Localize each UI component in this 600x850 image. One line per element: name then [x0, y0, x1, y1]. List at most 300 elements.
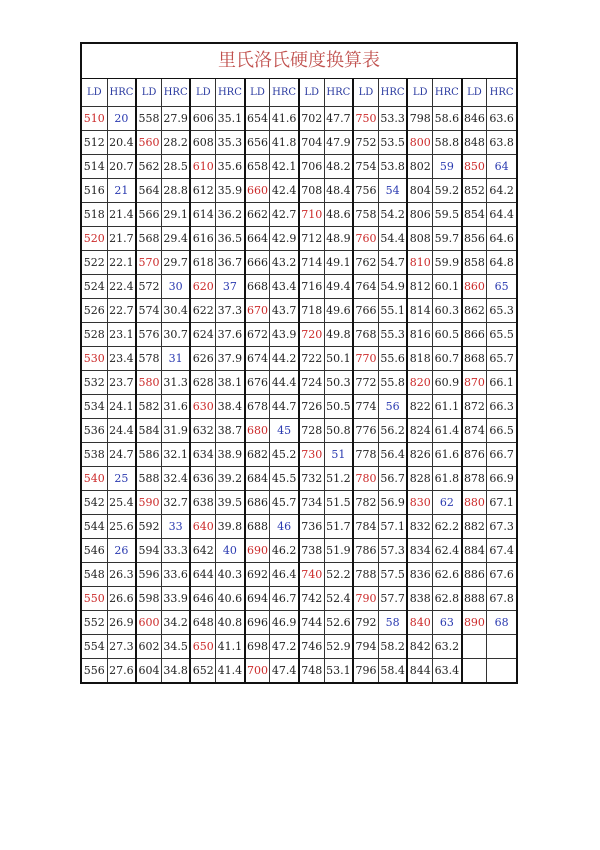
hrc-cell: 26.6 [107, 587, 136, 611]
hrc-cell: 33.3 [161, 539, 190, 563]
hrc-cell: 26.9 [107, 611, 136, 635]
hrc-cell: 41.1 [216, 635, 245, 659]
ld-cell: 746 [299, 635, 324, 659]
ld-cell: 552 [82, 611, 107, 635]
hrc-cell: 37.9 [216, 347, 245, 371]
ld-cell: 604 [136, 659, 161, 683]
ld-cell: 728 [299, 419, 324, 443]
ld-cell: 630 [190, 395, 215, 419]
ld-cell: 884 [462, 539, 487, 563]
ld-cell: 778 [353, 443, 378, 467]
ld-cell: 554 [82, 635, 107, 659]
ld-cell: 832 [407, 515, 432, 539]
hrc-cell: 39.8 [216, 515, 245, 539]
ld-cell: 522 [82, 251, 107, 275]
ld-cell: 570 [136, 251, 161, 275]
table-row [82, 611, 516, 635]
ld-cell: 514 [82, 155, 107, 179]
ld-cell: 616 [190, 227, 215, 251]
ld-cell: 726 [299, 395, 324, 419]
hrc-cell: 40.6 [216, 587, 245, 611]
ld-cell: 826 [407, 443, 432, 467]
hrc-cell: 33 [161, 515, 190, 539]
hrc-cell: 51.2 [324, 467, 353, 491]
ld-cell: 680 [245, 419, 270, 443]
hrc-cell: 25.6 [107, 515, 136, 539]
hrc-cell: 68 [487, 611, 516, 635]
hrc-cell: 57.7 [378, 587, 407, 611]
hrc-cell: 36.2 [216, 203, 245, 227]
hrc-cell: 49.8 [324, 323, 353, 347]
hrc-cell: 22.4 [107, 275, 136, 299]
hrc-cell: 31.6 [161, 395, 190, 419]
hrc-cell: 36.5 [216, 227, 245, 251]
ld-cell: 656 [245, 131, 270, 155]
hrc-cell: 53.1 [324, 659, 353, 683]
hrc-cell: 32.1 [161, 443, 190, 467]
col-header-hrc: HRC [324, 79, 353, 107]
table-row [82, 635, 516, 659]
hrc-cell: 45.5 [270, 467, 299, 491]
ld-cell: 592 [136, 515, 161, 539]
table-row [82, 659, 516, 683]
ld-cell: 796 [353, 659, 378, 683]
hrc-cell: 23.1 [107, 323, 136, 347]
ld-cell: 658 [245, 155, 270, 179]
ld-cell: 640 [190, 515, 215, 539]
ld-cell: 782 [353, 491, 378, 515]
ld-cell: 742 [299, 587, 324, 611]
hrc-cell: 48.6 [324, 203, 353, 227]
ld-cell: 836 [407, 563, 432, 587]
ld-cell: 850 [462, 155, 487, 179]
hrc-cell: 55.6 [378, 347, 407, 371]
hrc-cell: 20 [107, 107, 136, 131]
hrc-cell: 23.7 [107, 371, 136, 395]
hrc-cell: 67.4 [487, 539, 516, 563]
hrc-cell: 61.1 [433, 395, 462, 419]
ld-cell: 882 [462, 515, 487, 539]
ld-cell: 674 [245, 347, 270, 371]
table-row [82, 395, 516, 419]
hrc-cell: 50.8 [324, 419, 353, 443]
hrc-cell: 34.2 [161, 611, 190, 635]
hrc-cell: 60.7 [433, 347, 462, 371]
hrc-cell: 31.9 [161, 419, 190, 443]
ld-cell: 856 [462, 227, 487, 251]
hrc-cell: 48.4 [324, 179, 353, 203]
hrc-cell: 38.7 [216, 419, 245, 443]
ld-cell: 718 [299, 299, 324, 323]
hrc-cell: 27.6 [107, 659, 136, 683]
hrc-cell: 33.9 [161, 587, 190, 611]
ld-cell: 786 [353, 539, 378, 563]
hrc-cell: 65.7 [487, 347, 516, 371]
hrc-cell: 45.7 [270, 491, 299, 515]
hrc-cell: 63.6 [487, 107, 516, 131]
ld-cell: 534 [82, 395, 107, 419]
ld-cell: 820 [407, 371, 432, 395]
ld-cell: 536 [82, 419, 107, 443]
hrc-cell: 47.9 [324, 131, 353, 155]
col-header-ld: LD [353, 79, 378, 107]
hrc-cell: 39.5 [216, 491, 245, 515]
ld-cell: 666 [245, 251, 270, 275]
ld-cell: 708 [299, 179, 324, 203]
ld-cell: 852 [462, 179, 487, 203]
ld-cell: 842 [407, 635, 432, 659]
ld-cell: 688 [245, 515, 270, 539]
table-row [82, 323, 516, 347]
col-header-ld: LD [82, 79, 107, 107]
ld-cell: 768 [353, 323, 378, 347]
hrc-cell: 45 [270, 419, 299, 443]
hrc-cell: 60.9 [433, 371, 462, 395]
hrc-cell: 26.3 [107, 563, 136, 587]
hrc-cell: 59.5 [433, 203, 462, 227]
hrc-cell: 65.3 [487, 299, 516, 323]
hrc-cell: 48.9 [324, 227, 353, 251]
hrc-cell: 66.7 [487, 443, 516, 467]
ld-cell: 802 [407, 155, 432, 179]
hrc-cell: 60.1 [433, 275, 462, 299]
table-row [82, 563, 516, 587]
ld-cell: 694 [245, 587, 270, 611]
ld-cell: 874 [462, 419, 487, 443]
table-row [82, 371, 516, 395]
ld-cell: 848 [462, 131, 487, 155]
hrc-cell: 30.4 [161, 299, 190, 323]
hrc-cell: 55.1 [378, 299, 407, 323]
ld-cell: 744 [299, 611, 324, 635]
hrc-cell: 35.9 [216, 179, 245, 203]
hrc-cell: 54 [378, 179, 407, 203]
hrc-cell: 28.5 [161, 155, 190, 179]
hrc-cell: 61.6 [433, 443, 462, 467]
ld-cell: 770 [353, 347, 378, 371]
ld-cell: 628 [190, 371, 215, 395]
hrc-cell: 27.3 [107, 635, 136, 659]
ld-cell: 512 [82, 131, 107, 155]
col-header-hrc: HRC [270, 79, 299, 107]
hardness-conversion-table [80, 42, 518, 684]
ld-cell: 890 [462, 611, 487, 635]
ld-cell: 878 [462, 467, 487, 491]
ld-cell: 526 [82, 299, 107, 323]
ld-cell: 612 [190, 179, 215, 203]
hrc-cell: 64.2 [487, 179, 516, 203]
hrc-cell: 60.3 [433, 299, 462, 323]
hrc-cell: 47.7 [324, 107, 353, 131]
hrc-cell: 57.5 [378, 563, 407, 587]
hrc-cell: 55.3 [378, 323, 407, 347]
ld-cell: 520 [82, 227, 107, 251]
hrc-cell: 23.4 [107, 347, 136, 371]
ld-cell: 576 [136, 323, 161, 347]
hrc-cell: 65.5 [487, 323, 516, 347]
table-body [82, 107, 516, 683]
hrc-cell: 50.3 [324, 371, 353, 395]
hrc-cell: 66.5 [487, 419, 516, 443]
hrc-cell: 47.2 [270, 635, 299, 659]
hrc-cell: 55.8 [378, 371, 407, 395]
hrc-cell: 44.7 [270, 395, 299, 419]
ld-cell: 648 [190, 611, 215, 635]
col-header-ld: LD [136, 79, 161, 107]
hrc-cell: 56.2 [378, 419, 407, 443]
ld-cell: 546 [82, 539, 107, 563]
hrc-cell: 58.8 [433, 131, 462, 155]
ld-cell: 562 [136, 155, 161, 179]
ld-cell: 736 [299, 515, 324, 539]
table-row [82, 443, 516, 467]
hrc-cell: 38.4 [216, 395, 245, 419]
hrc-cell [487, 659, 516, 683]
hrc-cell: 46.9 [270, 611, 299, 635]
table-row [82, 299, 516, 323]
table-row [82, 419, 516, 443]
ld-cell: 748 [299, 659, 324, 683]
ld-cell: 732 [299, 467, 324, 491]
hrc-cell: 52.9 [324, 635, 353, 659]
hrc-cell: 51 [324, 443, 353, 467]
hrc-cell: 43.7 [270, 299, 299, 323]
ld-cell: 888 [462, 587, 487, 611]
ld-cell: 516 [82, 179, 107, 203]
ld-cell: 880 [462, 491, 487, 515]
hrc-cell: 62.6 [433, 563, 462, 587]
ld-cell: 590 [136, 491, 161, 515]
ld-cell: 602 [136, 635, 161, 659]
hrc-cell: 61.4 [433, 419, 462, 443]
ld-cell: 714 [299, 251, 324, 275]
hrc-cell: 62.2 [433, 515, 462, 539]
ld-cell: 622 [190, 299, 215, 323]
hrc-cell: 32.7 [161, 491, 190, 515]
table-row [82, 131, 516, 155]
ld-cell: 620 [190, 275, 215, 299]
hrc-cell: 54.4 [378, 227, 407, 251]
hrc-cell: 50.5 [324, 395, 353, 419]
hrc-cell: 58.2 [378, 635, 407, 659]
ld-cell: 740 [299, 563, 324, 587]
hrc-cell: 46.2 [270, 539, 299, 563]
hrc-cell: 25 [107, 467, 136, 491]
hrc-cell: 24.1 [107, 395, 136, 419]
hrc-cell: 66.9 [487, 467, 516, 491]
ld-cell: 806 [407, 203, 432, 227]
ld-cell: 862 [462, 299, 487, 323]
col-header-hrc: HRC [433, 79, 462, 107]
hrc-cell: 61.8 [433, 467, 462, 491]
ld-cell: 670 [245, 299, 270, 323]
hrc-cell: 63.4 [433, 659, 462, 683]
hrc-cell: 63 [433, 611, 462, 635]
ld-cell: 632 [190, 419, 215, 443]
hrc-cell: 37.6 [216, 323, 245, 347]
ld-cell: 838 [407, 587, 432, 611]
col-header-hrc: HRC [216, 79, 245, 107]
hrc-cell: 34.5 [161, 635, 190, 659]
ld-cell: 774 [353, 395, 378, 419]
ld-cell: 792 [353, 611, 378, 635]
ld-cell: 678 [245, 395, 270, 419]
ld-cell: 834 [407, 539, 432, 563]
ld-cell: 558 [136, 107, 161, 131]
ld-cell: 702 [299, 107, 324, 131]
hrc-cell: 58.6 [433, 107, 462, 131]
hrc-cell: 38.9 [216, 443, 245, 467]
hrc-cell: 64.6 [487, 227, 516, 251]
hrc-cell: 46 [270, 515, 299, 539]
hrc-cell: 53.3 [378, 107, 407, 131]
ld-cell: 530 [82, 347, 107, 371]
hrc-cell: 54.7 [378, 251, 407, 275]
hrc-cell: 41.6 [270, 107, 299, 131]
hrc-cell: 53.8 [378, 155, 407, 179]
ld-cell [462, 635, 487, 659]
ld-cell: 664 [245, 227, 270, 251]
hrc-cell: 29.1 [161, 203, 190, 227]
ld-cell: 568 [136, 227, 161, 251]
hrc-cell: 22.1 [107, 251, 136, 275]
ld-cell: 548 [82, 563, 107, 587]
col-header-ld: LD [190, 79, 215, 107]
ld-cell: 734 [299, 491, 324, 515]
hrc-cell: 51.7 [324, 515, 353, 539]
hrc-cell: 66.1 [487, 371, 516, 395]
hrc-cell: 41.8 [270, 131, 299, 155]
table-row [82, 347, 516, 371]
ld-cell: 886 [462, 563, 487, 587]
hrc-cell: 28.2 [161, 131, 190, 155]
hrc-cell: 64.4 [487, 203, 516, 227]
header-row [82, 79, 516, 107]
ld-cell: 574 [136, 299, 161, 323]
hrc-cell: 38.1 [216, 371, 245, 395]
hrc-cell: 20.4 [107, 131, 136, 155]
hrc-cell: 42.9 [270, 227, 299, 251]
ld-cell: 550 [82, 587, 107, 611]
ld-cell: 756 [353, 179, 378, 203]
ld-cell: 580 [136, 371, 161, 395]
ld-cell: 824 [407, 419, 432, 443]
ld-cell: 808 [407, 227, 432, 251]
ld-cell: 750 [353, 107, 378, 131]
ld-cell: 868 [462, 347, 487, 371]
hrc-cell: 58 [378, 611, 407, 635]
ld-cell: 650 [190, 635, 215, 659]
ld-cell: 860 [462, 275, 487, 299]
hrc-cell: 35.6 [216, 155, 245, 179]
hrc-cell: 31.3 [161, 371, 190, 395]
hrc-cell: 56 [378, 395, 407, 419]
hrc-cell: 62.4 [433, 539, 462, 563]
ld-cell: 578 [136, 347, 161, 371]
ld-cell: 700 [245, 659, 270, 683]
hrc-cell: 60.5 [433, 323, 462, 347]
ld-cell: 794 [353, 635, 378, 659]
ld-cell: 600 [136, 611, 161, 635]
hrc-cell: 43.2 [270, 251, 299, 275]
col-header-ld: LD [462, 79, 487, 107]
ld-cell: 696 [245, 611, 270, 635]
hrc-cell: 64 [487, 155, 516, 179]
hrc-cell: 21 [107, 179, 136, 203]
ld-cell: 766 [353, 299, 378, 323]
table-row [82, 155, 516, 179]
hrc-cell: 21.7 [107, 227, 136, 251]
ld-cell: 870 [462, 371, 487, 395]
hrc-cell: 29.7 [161, 251, 190, 275]
hrc-cell: 42.1 [270, 155, 299, 179]
table-row [82, 587, 516, 611]
ld-cell: 784 [353, 515, 378, 539]
ld-cell: 764 [353, 275, 378, 299]
ld-cell: 588 [136, 467, 161, 491]
ld-cell: 654 [245, 107, 270, 131]
ld-cell: 642 [190, 539, 215, 563]
hrc-cell: 57.1 [378, 515, 407, 539]
ld-cell: 798 [407, 107, 432, 131]
ld-cell: 652 [190, 659, 215, 683]
hrc-cell: 49.6 [324, 299, 353, 323]
hrc-cell: 47.4 [270, 659, 299, 683]
hrc-cell: 59.2 [433, 179, 462, 203]
hrc-cell: 59.7 [433, 227, 462, 251]
ld-cell: 560 [136, 131, 161, 155]
ld-cell: 830 [407, 491, 432, 515]
ld-cell: 788 [353, 563, 378, 587]
ld-cell [462, 659, 487, 683]
table-row [82, 107, 516, 131]
ld-cell: 524 [82, 275, 107, 299]
hrc-cell: 24.4 [107, 419, 136, 443]
hrc-cell: 52.2 [324, 563, 353, 587]
ld-cell: 608 [190, 131, 215, 155]
ld-cell: 644 [190, 563, 215, 587]
ld-cell: 818 [407, 347, 432, 371]
hrc-cell: 58.4 [378, 659, 407, 683]
hrc-cell: 48.2 [324, 155, 353, 179]
hrc-cell: 20.7 [107, 155, 136, 179]
hrc-cell: 52.4 [324, 587, 353, 611]
ld-cell: 724 [299, 371, 324, 395]
hrc-cell [487, 635, 516, 659]
ld-cell: 846 [462, 107, 487, 131]
hrc-cell: 30.7 [161, 323, 190, 347]
ld-cell: 816 [407, 323, 432, 347]
hrc-cell: 56.9 [378, 491, 407, 515]
ld-cell: 638 [190, 491, 215, 515]
ld-cell: 668 [245, 275, 270, 299]
hrc-cell: 66.3 [487, 395, 516, 419]
hrc-cell: 53.5 [378, 131, 407, 155]
hrc-cell: 40.8 [216, 611, 245, 635]
conversion-grid [82, 79, 516, 682]
ld-cell: 606 [190, 107, 215, 131]
hrc-cell: 51.9 [324, 539, 353, 563]
hrc-cell: 43.4 [270, 275, 299, 299]
ld-cell: 710 [299, 203, 324, 227]
ld-cell: 822 [407, 395, 432, 419]
ld-cell: 752 [353, 131, 378, 155]
ld-cell: 624 [190, 323, 215, 347]
ld-cell: 672 [245, 323, 270, 347]
hrc-cell: 63.2 [433, 635, 462, 659]
hrc-cell: 63.8 [487, 131, 516, 155]
ld-cell: 772 [353, 371, 378, 395]
